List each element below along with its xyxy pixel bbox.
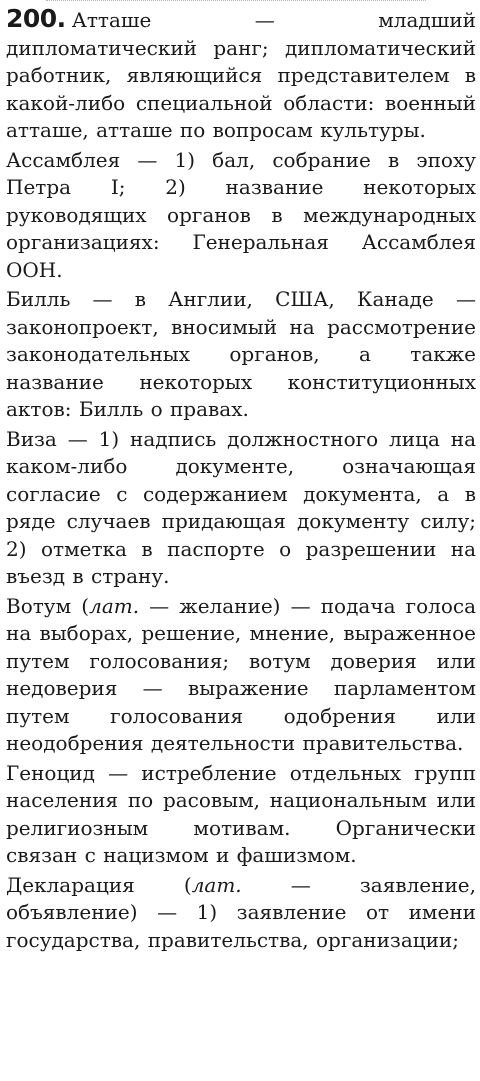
entry-term: Вотум: [6, 593, 72, 618]
entry-definition: — истребление отдельных групп населения по расовым, национальным или религиозным мотивам. Органически связан с нацизмом и фашизмом.: [6, 760, 476, 867]
cropped-previous-line: [46, 0, 426, 5]
entry-term: Атташе: [71, 8, 152, 32]
entry-bill: [6, 286, 476, 424]
entry-declaration: [6, 872, 476, 955]
exercise-number: 200.: [6, 4, 66, 33]
entry-attache: [6, 5, 476, 145]
entry-definition: — 1) бал, собрание в эпоху Петра I; 2) название некоторых руководящих органов в международных организациях: Генеральная Ассамблея ООН.: [6, 147, 476, 282]
entry-votum: [6, 593, 476, 758]
entry-term: Билль: [6, 287, 71, 311]
entry-origin-open: (: [134, 872, 192, 897]
entry-term: Геноцид: [6, 760, 95, 785]
entry-origin-language: лат.: [89, 593, 140, 618]
entry-genocide: [6, 760, 476, 870]
entry-origin-meaning: — заявление, объявление): [6, 872, 476, 924]
entry-definition: — младший дипломатический ранг; дипломатический работник, являющийся представителем в какой-либо специальной области: военный атташе, атташе по вопросам культуры.: [6, 8, 476, 142]
entry-origin-open: (: [71, 593, 90, 618]
entry-origin-language: лат.: [191, 872, 242, 897]
textbook-page: [6, 0, 476, 1081]
entry-definition: — подача голоса на выборах, решение, мнение, выраженное путем голосования; вотум доверия или недоверия — выражение парламентом путем голосования одобрения или неодобрения деятельности правительства.: [6, 593, 476, 755]
entry-term: Ассамблея: [6, 147, 121, 172]
entry-visa: [6, 426, 476, 591]
entry-definition: — 1) заявление от имени государства, правительства, организации;: [6, 900, 476, 952]
entry-assembly: [6, 147, 476, 285]
entry-term: Декларация: [6, 872, 135, 897]
entry-term: Виза: [6, 426, 57, 451]
entry-origin-meaning: — желание): [139, 593, 281, 618]
entry-definition: — 1) надпись должностного лица на каком-либо документе, означающая согласие с содержанием документа, а в ряде случаев придающая документу силу; 2) отметка в паспорте о разрешении на въезд в страну.: [6, 426, 476, 588]
entry-definition: — в Англии, США, Канаде — законопроект, вносимый на рассмотрение законодательных органов, а также название некоторых конституционных актов: Билль о правах.: [6, 287, 476, 421]
